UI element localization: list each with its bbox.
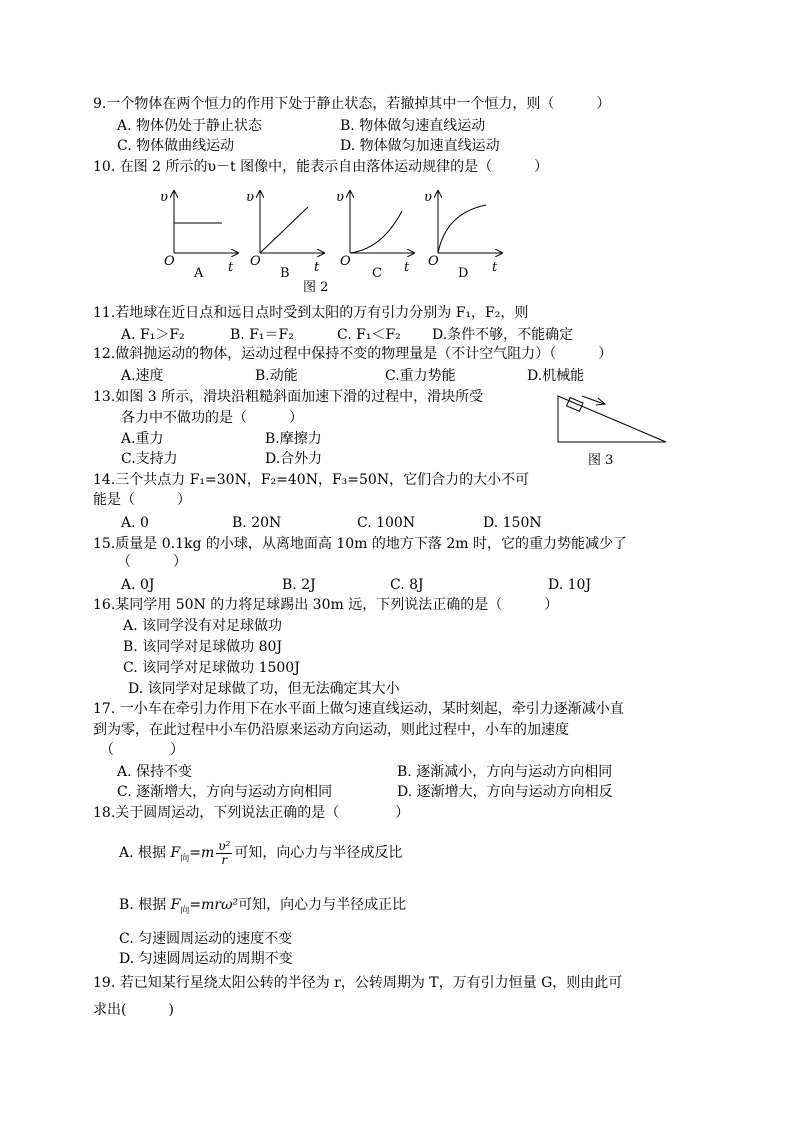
sliding-block: [567, 398, 583, 412]
q12-option-b: B.动能: [255, 368, 298, 384]
graph-a-v-label: υ: [160, 190, 168, 205]
q18-a-numerator: υ²: [218, 838, 231, 853]
q11-option-b: B. F₁＝F₂: [230, 327, 294, 343]
q17-stem-line2: 到为零，在此过程中小车仍沿原来运动方向运动，则此过程中，小车的加速度: [93, 722, 569, 738]
graph-b-t-label: t: [314, 260, 320, 275]
graph-d-origin: O: [428, 254, 439, 269]
q18-stem: 18.关于圆周运动，下列说法正确的是（ ）: [93, 805, 410, 821]
q13-option-c: C.支持力: [121, 451, 178, 467]
graph-panel-a: [160, 190, 238, 281]
q18-a-m: m: [200, 845, 215, 861]
q14-option-c: C. 100N: [357, 515, 416, 531]
q18-a-suffix: 可知，向心力与半径成反比: [234, 845, 403, 861]
q18-option-b: [119, 896, 406, 920]
q17-stem-line1: 17. 一小车在牵引力作用下在水平面上做匀速直线运动，某时刻起，牵引力逐渐减小直: [93, 701, 624, 717]
q18-b-suffix: 可知，向心力与半径成正比: [238, 897, 407, 913]
q18-a-f: F: [170, 845, 181, 861]
q12-stem: 12.做斜抛运动的物体，运动过程中保持不变的物理量是（不计空气阻力）（ ）: [93, 346, 613, 362]
q13-option-a: A.重力: [121, 431, 164, 447]
q11-option-a: A. F₁＞F₂: [121, 327, 185, 343]
figure-3-incline: [548, 392, 670, 470]
q10-stem: 10. 在图 2 所示的υ－t 图像中，能表示自由落体运动规律的是（ ）: [93, 159, 549, 175]
graph-b-letter: B: [280, 266, 290, 281]
q15-stem-line1: 15.质量是 0.1kg 的小球，从离地面高 10m 的地方下落 2m 时，它的重力势能减少了: [93, 536, 627, 552]
q13-option-b: B.摩擦力: [265, 431, 322, 447]
q14-stem-line2: 能是（ ）: [93, 492, 191, 508]
graph-d-t-label: t: [492, 260, 498, 275]
q16-option-c: C. 该同学对足球做功 1500J: [123, 660, 300, 676]
q18-a-denominator: r: [221, 852, 228, 867]
q18-b-f: F: [170, 897, 181, 913]
q16-option-b: B. 该同学对足球做功 80J: [123, 639, 283, 655]
q18-a-eq: =: [189, 845, 201, 861]
q15-option-c: C. 8J: [390, 577, 424, 593]
q18-option-a: [119, 836, 402, 876]
q13-stem-line2: 各力中不做功的是（ ）: [121, 410, 303, 426]
q18-a-f-sub: 向: [180, 853, 190, 864]
graph-b-v-label: υ: [246, 190, 254, 205]
q19-stem-line1: 19. 若已知某行星绕太阳公转的半径为 r，公转周期为 T，万有引力恒量 G，则由此可: [93, 975, 623, 991]
graph-a-letter: A: [194, 266, 204, 281]
q13-stem-line1: 13.如图 3 所示，滑块沿粗糙斜面加速下滑的过程中，滑块所受: [93, 389, 484, 405]
q17-option-d: D. 逐渐增大，方向与运动方向相反: [397, 784, 613, 800]
graph-c-origin: O: [340, 254, 351, 269]
graph-panel-b: [246, 190, 324, 281]
q15-option-d: D. 10J: [548, 577, 592, 593]
q18-b-force-symbol: [170, 897, 190, 916]
q17-stem-line3: （ ）: [100, 742, 184, 758]
figure-3-caption: 图 3: [588, 453, 614, 468]
q18-option-c: C. 匀速圆周运动的速度不变: [119, 931, 293, 947]
q17-option-a: A. 保持不变: [117, 764, 193, 780]
graph-b-origin: O: [250, 254, 261, 269]
q14-option-b: B. 20N: [232, 515, 282, 531]
figure-2-caption: 图 2: [303, 280, 329, 295]
q12-option-d: D.机械能: [527, 368, 585, 384]
q9-option-c: C. 物体做曲线运动: [117, 138, 235, 154]
graph-c-t-label: t: [404, 260, 410, 275]
graph-panel-d: [424, 190, 502, 281]
q14-option-a: A. 0: [121, 515, 149, 531]
q17-option-c: C. 逐渐增大，方向与运动方向相同: [117, 784, 333, 800]
graph-a-t-label: t: [228, 260, 234, 275]
q16-option-a: A. 该同学没有对足球做功: [123, 618, 283, 634]
q18-option-d: D. 匀速圆周运动的周期不变: [119, 951, 293, 967]
q11-option-d: D.条件不够，不能确定: [432, 327, 574, 343]
q18-a-fraction: [216, 840, 232, 867]
q12-option-a: A.速度: [121, 368, 164, 384]
graph-c-v-label: υ: [336, 190, 344, 205]
q9-stem: 9.一个物体在两个恒力的作用下处于静止状态，若撤掉其中一个恒力，则（ ）: [93, 96, 611, 112]
q13-option-d: D.合外力: [265, 451, 323, 467]
q18-b-eq: =: [189, 897, 202, 913]
graph-d-letter: D: [458, 266, 469, 281]
q14-stem-line1: 14.三个共点力 F₁=30N，F₂=40N，F₃=50N，它们合力的大小不可: [93, 472, 530, 488]
graph-panel-c: [336, 190, 414, 281]
q18-a-force-symbol: [170, 845, 190, 864]
q19-stem-line2: 求出( ): [93, 1002, 174, 1018]
q9-option-a: A. 物体仍处于静止状态: [117, 118, 263, 134]
q11-option-c: C. F₁＜F₂: [337, 327, 401, 343]
q9-option-b: B. 物体做匀速直线运动: [340, 118, 486, 134]
graph-c-letter: C: [372, 266, 382, 281]
q14-option-d: D. 150N: [483, 515, 542, 531]
figure-2-vt-graphs: [160, 185, 520, 295]
q15-stem-line2: （ ）: [117, 554, 187, 570]
graph-d-curve: [438, 205, 486, 253]
q18-a-prefix: A. 根据: [119, 845, 167, 861]
q18-b-f-sub: 向: [180, 905, 190, 916]
graph-a-origin: O: [164, 254, 175, 269]
graph-c-curve: [350, 211, 402, 253]
graph-b-line: [260, 207, 308, 253]
q11-stem: 11.若地球在近日点和远日点时受到太阳的万有引力分别为 F₁，F₂，则: [93, 305, 529, 321]
q18-b-prefix: B. 根据: [119, 897, 167, 913]
graph-d-v-label: υ: [424, 190, 432, 205]
q15-option-b: B. 2J: [282, 577, 316, 593]
q15-option-a: A. 0J: [121, 577, 155, 593]
q17-option-b: B. 逐渐减小，方向与运动方向相同: [397, 764, 613, 780]
q9-option-d: D. 物体做匀加速直线运动: [340, 138, 500, 154]
q16-stem: 16.某同学用 50N 的力将足球踢出 30m 远，下列说法正确的是（ ）: [93, 597, 559, 613]
q16-option-d: D. 该同学对足球做了功，但无法确定其大小: [128, 681, 400, 697]
q12-option-c: C.重力势能: [385, 368, 456, 384]
q18-b-formula: mrω²: [201, 897, 239, 913]
